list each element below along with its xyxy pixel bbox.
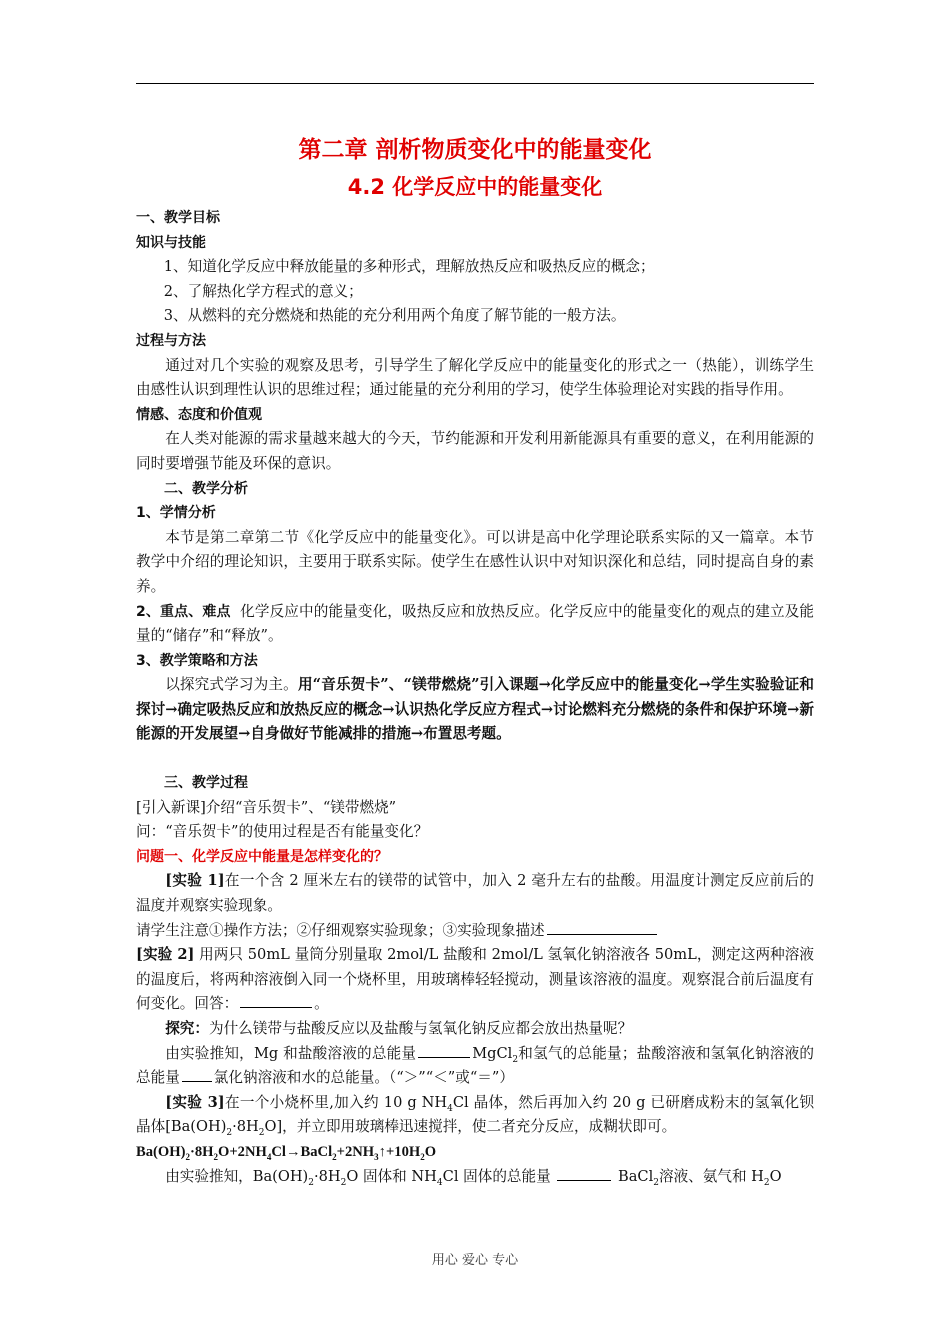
subscript: 2 xyxy=(512,1054,519,1065)
subscript: 3 xyxy=(374,1151,379,1162)
knowledge-item-3: 3、从燃料的充分燃烧和热能的充分利用两个角度了解节能的一般方法。 xyxy=(163,307,626,325)
question-line: 问：“音乐贺卡”的使用过程是否有能量变化？ xyxy=(136,823,429,841)
inference-1-part: MgCl xyxy=(472,1044,513,1062)
problem-one-heading: 问题一、化学反应中能量是怎样变化的？ xyxy=(136,848,388,865)
experiment-3-part: O]，并立即用玻璃棒迅速搅拌，使二者充分反应，成糊状即可。 xyxy=(264,1118,677,1136)
analysis-heading: 二、教学分析 xyxy=(164,480,248,497)
subscript: 2 xyxy=(653,1177,659,1188)
strategy-flow: 用“音乐贺卡”、“镁带燃烧”引入课题→化学反应中的能量变化→学生实验验证和探讨→确定吸热反应和放热反应的概念→认识热化学反应方程式→讨论燃料充分燃烧的条件和保护环境→新能源的开发展望→自身做好节能减排的措施→布置思考题。 xyxy=(136,676,814,743)
answer-blank[interactable] xyxy=(418,1056,470,1058)
experiment-2-label: [实验 2] xyxy=(136,946,195,964)
experiment-2: [实验 2] 用两只 50mL 量筒分别量取 2mol/L 盐酸和 2mol/L 氢氧化钠溶液各 50mL，测定这两种溶液的温度后，将两种溶液倒入同一个烧杯里，用玻璃棒轻轻搅动，测量该溶液的温度。观察混合前后温度有何变化。回答： 。 xyxy=(136,946,815,1013)
section-title: 4.2 化学反应中的能量变化 xyxy=(347,175,603,199)
subscript: 2 xyxy=(258,1128,265,1139)
experiment-3-part: ·8H xyxy=(232,1118,259,1136)
subscript: 2 xyxy=(763,1177,770,1188)
subscript: 4 xyxy=(436,1177,443,1188)
reaction-equation: $Ba(OH)_2\cdot 8H_2O+2NH_4Cl\to BaCl_2+2NH_3↑+10H_2O$ xyxy=(136,1143,437,1162)
spacer xyxy=(136,747,814,771)
experiment-2-text: 用两只 50mL 量筒分别量取 2mol/L 盐酸和 2mol/L 氢氧化钠溶液各 50mL，测定这两种溶液的温度后，将两种溶液倒入同一个烧杯里，用玻璃棒轻轻搅动，测量该溶液的温度。观察混合前后温度有何变化。回答： xyxy=(136,946,815,1013)
experiment-1 xyxy=(136,869,814,918)
inference-2-part: BaCl xyxy=(617,1167,654,1185)
inference-1-part: 由实验推知，Mg 和盐酸溶液的总能量 xyxy=(165,1044,417,1062)
subscript: 2 xyxy=(340,1177,347,1188)
process-paragraph: 通过对几个实验的观察及思考，引导学生了解化学反应中的能量变化的形式之一（热能），训练学生由感性认识到理性认识的思维过程；通过能量的充分利用的学习，使学生体验理论对实践的指导作用。 xyxy=(136,356,814,399)
subscript: 4 xyxy=(447,1103,453,1114)
subscript: 2 xyxy=(420,1151,425,1162)
experiment-1-label: [实验 1] xyxy=(165,872,225,890)
inference-1 xyxy=(136,1042,814,1091)
document-body xyxy=(136,130,814,1189)
explore-text: 为什么镁带与盐酸反应以及盐酸与氢氧化钠反应都会放出热量呢？ xyxy=(208,1020,633,1037)
explore-label: 探究： xyxy=(165,1020,209,1037)
inference-1-part: 和氢气的总能量；盐酸溶液和氢氧化钠溶液的总能量 xyxy=(136,1044,814,1087)
intro-line: [引入新课]介绍“音乐贺卡”、“镁带燃烧” xyxy=(136,798,397,816)
key-paragraph xyxy=(136,600,814,649)
process-main-heading: 三、教学过程 xyxy=(164,775,248,792)
inference-2-part: ·8H xyxy=(314,1167,341,1185)
explore-line xyxy=(136,1017,814,1042)
experiment-3 xyxy=(136,1091,814,1140)
gas-arrow: ↑ xyxy=(378,1143,386,1160)
subscript: 2 xyxy=(332,1151,337,1162)
inference-2-part: 由实验推知，Ba(OH) xyxy=(165,1167,309,1185)
experiment-1-note xyxy=(136,919,814,944)
inference-2-part: O xyxy=(769,1167,782,1185)
subscript: 2 xyxy=(213,1151,218,1162)
knowledge-heading: 知识与技能 xyxy=(136,234,206,251)
strategy-heading: 3、教学策略和方法 xyxy=(136,652,258,669)
answer-blank[interactable] xyxy=(240,1006,312,1008)
subscript: 4 xyxy=(266,1151,272,1162)
answer-blank[interactable] xyxy=(557,1179,611,1181)
knowledge-item-2: 2、了解热化学方程式的意义； xyxy=(163,282,363,300)
answer-blank[interactable] xyxy=(547,933,657,935)
emotion-paragraph: 在人类对能源的需求量越来越大的今天，节约能源和开发利用新能源具有重要的意义，在利用能源的同时要增强节能及环保的意识。 xyxy=(136,430,814,472)
emotion-heading: 情感、态度和价值观 xyxy=(136,406,262,423)
header-rule xyxy=(136,83,814,84)
subscript: 2 xyxy=(185,1151,190,1162)
key-heading: 2、重点、难点 xyxy=(136,603,231,620)
process-heading: 过程与方法 xyxy=(136,332,206,349)
strategy-paragraph xyxy=(136,673,814,747)
knowledge-item-1: 1、知道化学反应中释放能量的多种形式，理解放热反应和吸热反应的概念； xyxy=(163,258,655,276)
key-text: 化学反应中的能量变化，吸热反应和放热反应。化学反应中的能量变化的观点的建立及能量的“储存”和“释放”。 xyxy=(136,602,814,645)
inference-2-part: 溶液、氨气和 H xyxy=(658,1167,764,1185)
inference-2-part: O 固体和 NH xyxy=(346,1167,437,1185)
experiment-3-part: Cl 晶体，然后再加入约 20 g 已研磨成粉末的氢氧化钡晶体[Ba(OH) xyxy=(136,1093,815,1136)
experiment-1-text: 在一个含 2 厘米左右的镁带的试管中，加入 2 毫升左右的盐酸。用温度计测定反应前后的温度并观察实验现象。 xyxy=(136,872,814,915)
answer-blank[interactable] xyxy=(182,1080,212,1082)
learner-paragraph: 本节是第二章第二节《化学反应中的能量变化》。可以讲是高中化学理论联系实际的又一篇章。本节教学中介绍的理论知识，主要用于联系实际。使学生在感性认识中对知识深化和总结，同时提高自身的素养。 xyxy=(136,528,814,595)
learner-heading: 1、学情分析 xyxy=(136,505,216,522)
objectives-heading: 一、教学目标 xyxy=(136,210,220,226)
chapter-title: 第二章 剖析物质变化中的能量变化 xyxy=(298,137,652,163)
experiment-3-part: 在一个小烧杯里,加入约 10 g NH xyxy=(224,1093,448,1111)
inference-1-part: 氯化钠溶液和水的总能量。（“＞”“＜”或“＝”） xyxy=(213,1069,514,1087)
page-footer: 用心 爱心 专心 xyxy=(431,1253,519,1268)
experiment-1-note-text: 请学生注意①操作方法；②仔细观察实验现象；③实验现象描述 xyxy=(136,921,545,939)
inference-2 xyxy=(136,1165,814,1190)
inference-2-part: Cl 固体的总能量 xyxy=(442,1167,551,1185)
experiment-3-label: [实验 3] xyxy=(165,1093,225,1111)
subscript: 2 xyxy=(308,1177,314,1188)
strategy-lead: 以探究式学习为主。 xyxy=(165,676,298,694)
subscript: 2 xyxy=(226,1128,233,1139)
reaction-arrow: → xyxy=(285,1143,301,1160)
